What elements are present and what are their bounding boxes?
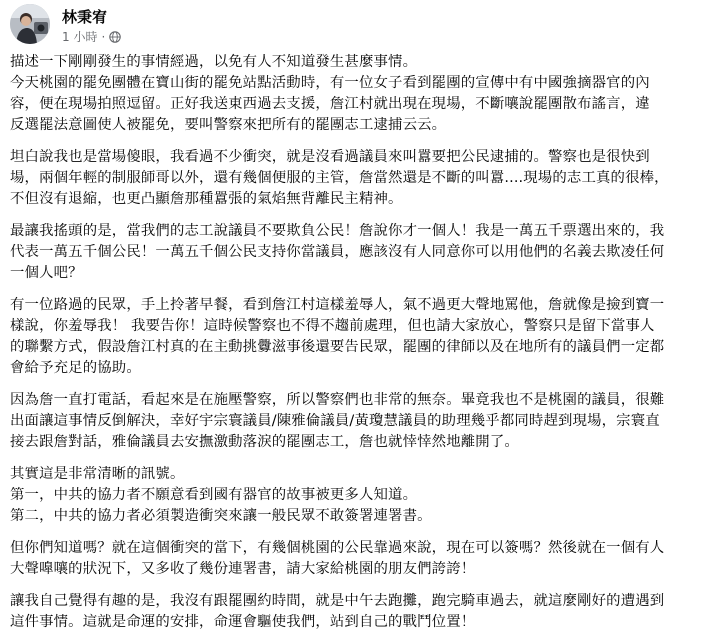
post-paragraph	[10, 464, 694, 527]
post-text-line: 讓我自己覺得有趣的是，我沒有跟罷團約時間，就是中午去跑攤，跑完騎車過去，就這麼剛好的遭遇到	[10, 593, 665, 609]
post-text-line: 的聯繫方式，假設詹江村真的在主動挑釁滋事後還要告民眾，罷團的律師以及在地所有的議員們一定都	[10, 339, 665, 355]
post-text-line: 這件事情。這就是命運的安排，命運會驅使我們，站到自己的戰鬥位置！	[10, 614, 476, 630]
post-text-line: 場，兩個年輕的制服師哥以外，還有幾個便服的主管，詹當然還是不斷的叫囂....現場的志工真的很棒，	[10, 170, 669, 186]
post-text-line: 反選罷法意圖使人被罷免，要叫警察來把所有的罷團志工逮捕云云。	[10, 117, 447, 133]
post-text-line: 出面讓這事情反倒解決，幸好宇宗寰議員/陳雅倫議員/黃瓊慧議員的助理幾乎都同時趕到現場，宗寰直	[10, 413, 660, 429]
post-text-line: 坦白說我也是當場傻眼，我看過不少衝突，就是沒看過議員來叫囂要把公民逮捕的。警察也是很快到	[10, 149, 650, 165]
post-paragraph	[10, 221, 694, 284]
post-paragraph	[10, 295, 694, 379]
avatar-photo-icon	[10, 4, 50, 44]
post-text-line: 但你們知道嗎？就在這個衝突的當下，有幾個桃園的公民靠過來說，現在可以簽嗎？然後就在一個有人	[10, 540, 665, 556]
post-timestamp[interactable]: 1 小時	[62, 30, 98, 44]
post-body	[10, 52, 694, 644]
post-text-line: 代表一萬五千個公民！一萬五千個公民支持你當議員，應該沒有人同意你可以用他們的名義去欺凌任何	[10, 244, 665, 260]
post-text-line: 描述一下剛剛發生的事情經過，以免有人不知道發生甚麼事情。	[10, 54, 418, 70]
post-text-line: 不但沒有退縮，也更凸顯詹那種囂張的氣焰無背離民主精神。	[10, 191, 403, 207]
post-text-line: 最讓我搖頭的是，當我們的志工說議員不要欺負公民！詹說你才一個人！我是一萬五千票選出來的，我	[10, 223, 665, 239]
author-avatar[interactable]	[10, 4, 50, 44]
post-text-line: 一個人吧？	[10, 265, 83, 281]
meta-separator: ·	[101, 29, 106, 44]
post-paragraph	[10, 538, 694, 580]
post-text-line: 第二，中共的協力者必須製造衝突來讓一般民眾不敢簽署連署書。	[10, 508, 432, 524]
author-name[interactable]: 林秉宥	[62, 8, 108, 26]
post-text-line: 會給予充足的協助。	[10, 360, 141, 376]
post-paragraph	[10, 52, 694, 136]
post-text-line: 因為詹一直打電話，看起來是在施壓警察，所以警察們也非常的無奈。畢竟我也不是桃園的議員，很難	[10, 392, 665, 408]
post-text-line: 有一位路過的民眾，手上拎著早餐，看到詹江村這樣羞辱人，氣不過更大聲地罵他，詹就像是撿到寶一	[10, 297, 665, 313]
post-text-line: 容，便在現場拍照逗留。正好我送東西過去支援，詹江村就出現在現場，不斷嚷說罷團散布謠言，違	[10, 96, 650, 112]
post-meta	[62, 28, 121, 45]
post-text-line: 第一，中共的協力者不願意看到國有器官的故事被更多人知道。	[10, 487, 418, 503]
post-text-line: 其實這是非常清晰的訊號。	[10, 466, 185, 482]
post-text-line: 樣說，你羞辱我！ 我要告你！這時候警察也不得不趨前處理，但也請大家放心，警察只是留下當事人	[10, 318, 655, 334]
post-text-line: 大聲嘷嚷的狀況下，又多收了幾份連署書，請大家給桃園的朋友們誇誇！	[10, 561, 476, 577]
post-text-line: 今天桃園的罷免團體在寶山街的罷免站點活動時，有一位女子看到罷團的宣傳中有中國強摘器官的內	[10, 75, 650, 91]
post-paragraph	[10, 591, 694, 633]
post-paragraph	[10, 390, 694, 453]
post-paragraph	[10, 147, 694, 210]
globe-icon[interactable]	[109, 31, 121, 43]
post-text-line: 接去跟詹對話，雅倫議員去安撫激動落淚的罷團志工，詹也就悻悻然地離開了。	[10, 434, 519, 450]
